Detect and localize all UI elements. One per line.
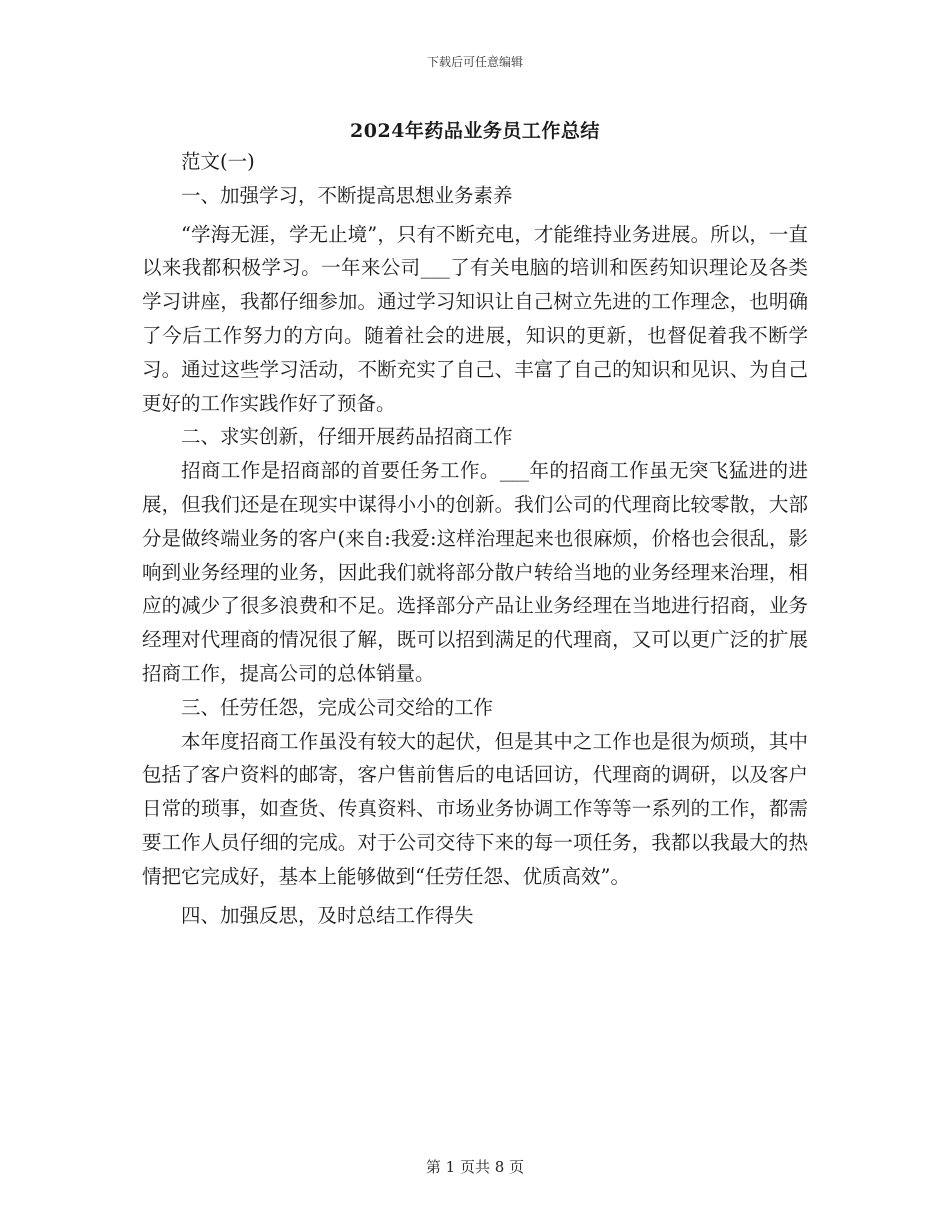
paragraph-3: 本年度招商工作虽没有较大的起伏，但是其中之工作也是很为烦琐，其中包括了客户资料的邮寄，客户售前售后的电话回访，代理商的调研，以及客户日常的琐事，如查货、传真资料、市场业务协调工作等等一系列的工作，都需要工作人员仔细的完成。对于公司交待下来的每一项任务，我都以我最大的热情把它完成好，基本上能够做到“任劳任怨、优质高效”。	[142, 729, 808, 888]
section-heading-1: 一、加强学习，不断提高思想业务素养	[181, 183, 513, 207]
section-label: 范文(一)	[181, 150, 255, 173]
section-heading-4: 四、加强反思，及时总结工作得失	[181, 903, 474, 927]
paragraph-1: “学海无涯，学无止境”，只有不断充电，才能维持业务进展。所以，一直以来我都积极学习。一年来公司___了有关电脑的培训和医药知识理论及各类学习讲座，我都仔细参加。通过学习知识让自己树立先进的工作理念，也明确了今后工作努力的方向。随着社会的进展，知识的更新，也督促着我不断学习。通过这些学习活动，不断充实了自己、丰富了自己的知识和见识、为自己更好的工作实践作好了预备。	[142, 222, 808, 415]
document-title: 2024年药品业务员工作总结	[350, 120, 600, 142]
page-number: 第 1 页共 8 页	[425, 1158, 525, 1176]
section-heading-2: 二、求实创新，仔细开展药品招商工作	[181, 425, 513, 449]
document-body	[142, 145, 808, 932]
section-heading-3: 三、任劳任怨，完成公司交给的工作	[181, 695, 494, 719]
page-header: 下载后可任意编辑	[426, 55, 523, 69]
paragraph-2: 招商工作是招商部的首要任务工作。___年的招商工作虽无突飞猛进的进展，但我们还是在现实中谋得小小的创新。我们公司的代理商比较零散，大部分是做终端业务的客户(来自:我爱:这样治理起来也很麻烦，价格也会很乱，影响到业务经理的业务，因此我们就将部分散户转给当地的业务经理来治理，相应的减少了很多浪费和不足。选择部分产品让业务经理在当地进行招商，业务经理对代理商的情况很了解，既可以招到满足的代理商，又可以更广泛的扩展招商工作，提高公司的总体销量。	[142, 459, 808, 685]
